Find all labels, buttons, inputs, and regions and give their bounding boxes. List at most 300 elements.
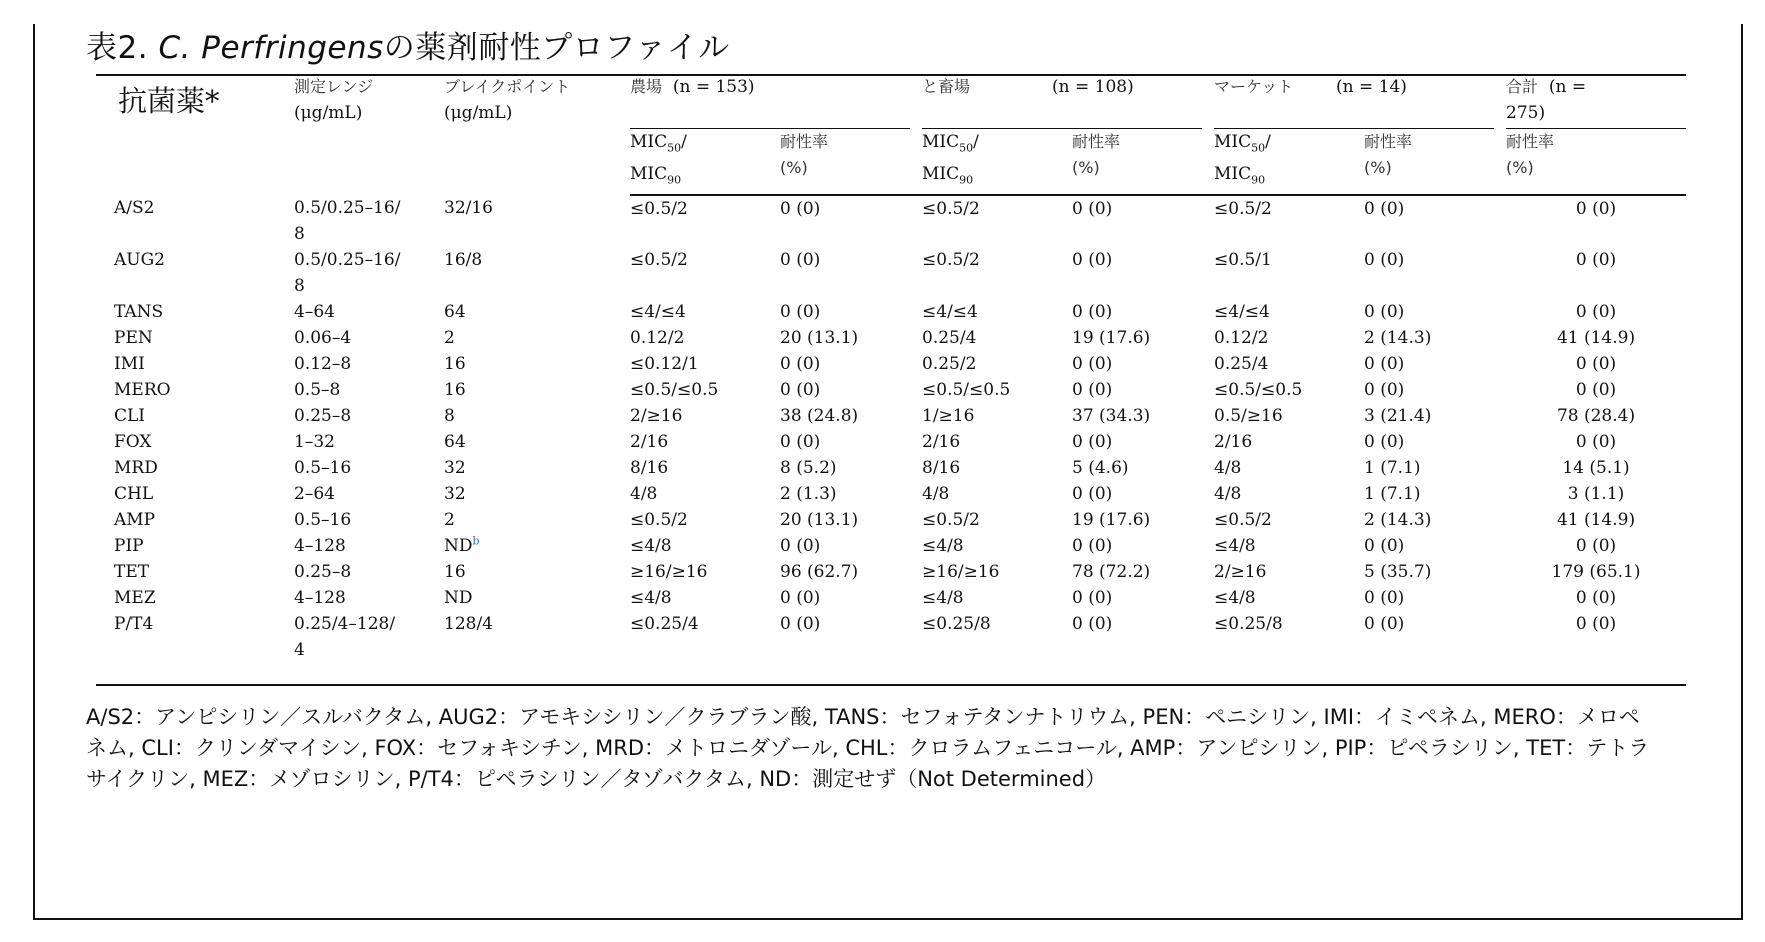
header-slaughter-label: と畜場 [922, 77, 971, 96]
breakpoint-cell [444, 403, 630, 429]
gap-cell [1202, 429, 1214, 455]
header-farm-mic: $MIC_{50}/$ $MIC_{90}$ [630, 129, 780, 195]
footnote-marker[interactable]: b [472, 534, 480, 548]
slaughter-mic-cell-text: ≤4/≤4 [922, 301, 978, 322]
abbreviation-footnote: A/S2：アンピシリン／スルバクタム, AUG2：アモキシシリン／クラブラン酸, TANS：セフォテタンナトリウム, PEN：ペニシリン, IMI：イミペネム, MERO：メロペネム, CLI：クリンダマイシン, FOX：セフォキシチン, MRD：メトロニダゾール, CHL：クロラムフェニコール, AMP：アンピシリン, PIP：ピペラシリン, TET：テトラサイクリン, MEZ：メゾロシリン, P/T4：ピペラシリン／タゾバクタム, ND：測定せず（Not Determined） [86, 705, 1650, 791]
slaughter-mic-cell-text: ≤0.25/8 [922, 613, 991, 634]
range-cell-text: 0.25–8 [294, 405, 352, 426]
farm-mic-cell [630, 585, 780, 611]
table-row [96, 325, 1686, 351]
market-mic-cell [1214, 585, 1364, 611]
slaughter-res-cell [1072, 351, 1202, 377]
total-cell [1506, 481, 1686, 507]
header-sl-res-label: 耐性率 [1072, 132, 1121, 151]
farm-mic-cell [630, 611, 780, 663]
market-mic-cell [1214, 195, 1364, 247]
breakpoint-cell-text: 64 [444, 301, 466, 322]
farm-res-cell [780, 507, 910, 533]
total-cell-text: 0 (0) [1575, 431, 1617, 452]
range-cell [294, 507, 444, 533]
range-cell [294, 195, 444, 247]
gap-cell [910, 507, 922, 533]
drug-cell-text: PIP [114, 535, 144, 556]
slaughter-mic-cell-text: ≤0.5/2 [922, 198, 980, 219]
title-species: C. Perfringens [158, 30, 384, 66]
gap-cell [910, 195, 922, 247]
market-res-cell [1364, 533, 1494, 559]
market-mic-cell [1214, 611, 1364, 663]
market-mic-cell-text: ≤4/8 [1214, 535, 1256, 556]
farm-mic-cell-text: 0.12/2 [630, 327, 685, 348]
table-container [96, 74, 1686, 663]
slaughter-mic-cell-text: 8/16 [922, 457, 961, 478]
market-mic-cell [1214, 481, 1364, 507]
farm-res-cell-text: 0 (0) [780, 431, 821, 452]
slaughter-mic-cell [922, 377, 1072, 403]
slaughter-res-cell-text: 0 (0) [1072, 483, 1113, 504]
total-cell-text: 0 (0) [1575, 353, 1617, 374]
farm-res-cell [780, 455, 910, 481]
range-cell-text: 0.5–16 [294, 509, 352, 530]
slaughter-res-cell-text: 0 (0) [1072, 353, 1113, 374]
header-sl-mic: $MIC_{50}/$ $MIC_{90}$ [922, 129, 1072, 195]
gap-cell [1494, 611, 1506, 663]
slaughter-res-cell [1072, 455, 1202, 481]
range-cell-text: 4–64 [294, 301, 335, 322]
slaughter-res-cell-text: 0 (0) [1072, 301, 1113, 322]
gap-cell [1494, 195, 1506, 247]
table-row [96, 481, 1686, 507]
slaughter-mic-cell-text: 1/≥16 [922, 405, 975, 426]
table-header [96, 74, 1686, 195]
range-cell [294, 559, 444, 585]
drug-cell [96, 481, 294, 507]
slaughter-mic-cell [922, 481, 1072, 507]
market-mic-cell [1214, 377, 1364, 403]
gap-cell [1494, 455, 1506, 481]
range-cell-text: 0.25/4–128/ [294, 613, 396, 634]
market-res-cell [1364, 585, 1494, 611]
total-cell-text: 0 (0) [1575, 535, 1617, 556]
farm-mic-cell [630, 455, 780, 481]
header-sl-res [1072, 129, 1202, 195]
total-cell [1506, 403, 1686, 429]
gap-cell [910, 325, 922, 351]
range-cell [294, 585, 444, 611]
farm-mic-cell-text: ≤0.5/2 [630, 198, 688, 219]
table-row [96, 507, 1686, 533]
farm-mic-cell-text: 2/≥16 [630, 405, 683, 426]
drug-cell [96, 559, 294, 585]
slaughter-mic-cell-text: ≤4/8 [922, 535, 964, 556]
total-cell-text: 0 (0) [1575, 613, 1617, 634]
farm-res-cell-text: 0 (0) [780, 301, 821, 322]
total-cell-text: 0 (0) [1575, 379, 1617, 400]
breakpoint-cell-text: ND [444, 535, 473, 556]
slaughter-mic-cell-text: 0.25/2 [922, 353, 977, 374]
slaughter-res-cell-text: 0 (0) [1072, 431, 1113, 452]
market-mic-cell-text: ≤0.5/2 [1214, 509, 1272, 530]
header-farm-res-pct: (%) [780, 158, 808, 177]
slaughter-res-cell [1072, 377, 1202, 403]
market-res-cell [1364, 455, 1494, 481]
market-res-cell-text: 5 (35.7) [1364, 561, 1432, 582]
range-cell-text: 0.5–16 [294, 457, 352, 478]
market-res-cell [1364, 481, 1494, 507]
market-mic-cell-text: 4/8 [1214, 457, 1242, 478]
farm-mic-cell-text: ≤0.25/4 [630, 613, 699, 634]
market-res-cell [1364, 507, 1494, 533]
farm-mic-cell [630, 481, 780, 507]
range-cell-text: 0.25–8 [294, 561, 352, 582]
gap-cell [910, 559, 922, 585]
farm-res-cell [780, 247, 910, 299]
table-row [96, 611, 1686, 663]
market-res-cell [1364, 559, 1494, 585]
farm-mic-cell [630, 247, 780, 299]
drug-cell [96, 351, 294, 377]
farm-res-cell [780, 325, 910, 351]
gap-cell [910, 455, 922, 481]
breakpoint-cell [444, 429, 630, 455]
header-market [1214, 74, 1494, 129]
drug-cell-text: TET [114, 561, 150, 582]
total-cell [1506, 299, 1686, 325]
breakpoint-cell [444, 481, 630, 507]
breakpoint-cell-text: 16/8 [444, 249, 483, 270]
farm-res-cell-text: 20 (13.1) [780, 509, 859, 530]
market-mic-cell [1214, 325, 1364, 351]
table-bottom-rule [96, 684, 1686, 686]
total-cell-text: 0 (0) [1575, 198, 1617, 219]
range-cell-text: 1–32 [294, 431, 335, 452]
slaughter-mic-cell-text: ≥16/≥16 [922, 561, 1000, 582]
breakpoint-cell-text: 128/4 [444, 613, 493, 634]
market-mic-cell-text: 2/16 [1214, 431, 1253, 452]
header-farm-label: 農場 [630, 77, 663, 96]
slaughter-mic-cell-text: ≤0.5/≤0.5 [922, 379, 1011, 400]
range-cell [294, 611, 444, 663]
slaughter-res-cell [1072, 507, 1202, 533]
slaughter-mic-cell [922, 455, 1072, 481]
total-cell [1506, 429, 1686, 455]
total-cell [1506, 533, 1686, 559]
slaughter-res-cell [1072, 429, 1202, 455]
farm-mic-cell-text: 2/16 [630, 431, 669, 452]
drug-cell [96, 585, 294, 611]
farm-res-cell-text: 20 (13.1) [780, 327, 859, 348]
slaughter-res-cell [1072, 403, 1202, 429]
market-mic-cell-text: 0.5/≥16 [1214, 405, 1283, 426]
breakpoint-cell [444, 533, 630, 559]
gap-cell [1494, 377, 1506, 403]
slaughter-mic-cell [922, 533, 1072, 559]
farm-res-cell [780, 351, 910, 377]
drug-cell-text: P/T4 [114, 613, 154, 634]
total-cell-text: 0 (0) [1575, 249, 1617, 270]
total-cell-text: 0 (0) [1575, 587, 1617, 608]
slaughter-mic-cell [922, 403, 1072, 429]
market-mic-cell-text: 0.12/2 [1214, 327, 1269, 348]
farm-mic-cell [630, 403, 780, 429]
market-res-cell-text: 0 (0) [1364, 249, 1405, 270]
market-res-cell [1364, 377, 1494, 403]
breakpoint-cell [444, 585, 630, 611]
header-farm-res [780, 129, 910, 195]
header-total-res-pct: (%) [1506, 158, 1534, 177]
table-body [96, 195, 1686, 663]
total-cell-text: 41 (14.9) [1556, 509, 1636, 530]
slaughter-mic-cell-text: 4/8 [922, 483, 950, 504]
header-total-res-label: 耐性率 [1506, 132, 1555, 151]
farm-mic-cell [630, 195, 780, 247]
range-cell-continued: 8 [294, 223, 305, 244]
farm-mic-cell-text: ≤4/≤4 [630, 301, 686, 322]
slaughter-res-cell [1072, 481, 1202, 507]
range-cell-continued: 4 [294, 639, 305, 660]
farm-res-cell [780, 533, 910, 559]
slaughter-res-cell-text: 0 (0) [1072, 613, 1113, 634]
market-mic-cell-text: ≤0.5/≤0.5 [1214, 379, 1303, 400]
gap-cell [1202, 585, 1214, 611]
table-row [96, 559, 1686, 585]
farm-res-cell-text: 0 (0) [780, 535, 821, 556]
header-bp-unit: (μg/mL) [444, 103, 513, 123]
slaughter-res-cell [1072, 195, 1202, 247]
drug-cell [96, 299, 294, 325]
range-cell [294, 481, 444, 507]
header-market-n: (n = 14) [1336, 77, 1407, 97]
total-cell [1506, 507, 1686, 533]
header-gap [1494, 74, 1506, 129]
header-farm [630, 74, 910, 129]
farm-res-cell [780, 377, 910, 403]
farm-mic-cell-text: ≤4/8 [630, 587, 672, 608]
range-cell [294, 325, 444, 351]
slaughter-mic-cell [922, 325, 1072, 351]
total-cell-text: 41 (14.9) [1556, 327, 1636, 348]
farm-mic-cell [630, 429, 780, 455]
range-cell [294, 247, 444, 299]
breakpoint-cell [444, 377, 630, 403]
slaughter-res-cell-text: 0 (0) [1072, 249, 1113, 270]
slaughter-res-cell [1072, 533, 1202, 559]
breakpoint-cell [444, 611, 630, 663]
gap-cell [910, 247, 922, 299]
range-cell-text: 0.12–8 [294, 353, 352, 374]
drug-cell-text: MERO [114, 379, 171, 400]
breakpoint-cell-text: ND [444, 587, 473, 608]
header-range [294, 74, 444, 195]
gap-cell [1202, 533, 1214, 559]
drug-cell-text: A/S2 [114, 197, 155, 218]
drug-cell-text: PEN [114, 327, 153, 348]
breakpoint-cell [444, 455, 630, 481]
header-slaughter-n: (n = 108) [1052, 77, 1134, 97]
header-gap [910, 129, 922, 195]
farm-mic-cell [630, 507, 780, 533]
market-res-cell-text: 0 (0) [1364, 613, 1405, 634]
total-cell [1506, 585, 1686, 611]
header-drug: 抗菌薬* [118, 84, 220, 118]
slaughter-mic-cell-text: ≤0.5/2 [922, 249, 980, 270]
market-mic-cell-text: ≤0.5/2 [1214, 198, 1272, 219]
breakpoint-cell [444, 195, 630, 247]
slaughter-res-cell [1072, 325, 1202, 351]
breakpoint-cell-text: 64 [444, 431, 466, 452]
farm-mic-cell [630, 299, 780, 325]
header-gap [1494, 129, 1506, 195]
market-res-cell-text: 0 (0) [1364, 198, 1405, 219]
gap-cell [1494, 247, 1506, 299]
farm-mic-cell [630, 559, 780, 585]
range-cell [294, 377, 444, 403]
gap-cell [1494, 585, 1506, 611]
resistance-table [96, 74, 1686, 663]
header-mk-mic: $MIC_{50}/$ $MIC_{90}$ [1214, 129, 1364, 195]
market-res-cell-text: 0 (0) [1364, 353, 1405, 374]
gap-cell [1494, 351, 1506, 377]
farm-mic-cell [630, 377, 780, 403]
market-res-cell-text: 0 (0) [1364, 431, 1405, 452]
drug-cell [96, 611, 294, 663]
farm-mic-cell-text: ≥16/≥16 [630, 561, 708, 582]
gap-cell [910, 585, 922, 611]
header-total-label: 合計 [1506, 77, 1539, 96]
farm-res-cell-text: 0 (0) [780, 249, 821, 270]
breakpoint-cell-text: 16 [444, 379, 466, 400]
gap-cell [910, 611, 922, 663]
gap-cell [1202, 559, 1214, 585]
slaughter-mic-cell [922, 429, 1072, 455]
total-cell-text: 0 (0) [1575, 301, 1617, 322]
market-mic-cell-text: ≤0.5/1 [1214, 249, 1272, 270]
farm-mic-cell [630, 533, 780, 559]
gap-cell [1202, 507, 1214, 533]
market-mic-cell [1214, 429, 1364, 455]
table-row [96, 351, 1686, 377]
slaughter-res-cell-text: 0 (0) [1072, 198, 1113, 219]
drug-cell [96, 325, 294, 351]
gap-cell [1494, 325, 1506, 351]
breakpoint-cell-text: 32 [444, 457, 466, 478]
farm-res-cell-text: 0 (0) [780, 198, 821, 219]
slaughter-mic-cell-text: 2/16 [922, 431, 961, 452]
header-gap [910, 74, 922, 129]
market-res-cell-text: 0 (0) [1364, 301, 1405, 322]
farm-res-cell-text: 0 (0) [780, 613, 821, 634]
range-cell-text: 0.5/0.25–16/ [294, 249, 401, 270]
market-res-cell-text: 0 (0) [1364, 587, 1405, 608]
gap-cell [910, 481, 922, 507]
breakpoint-cell-text: 32 [444, 483, 466, 504]
header-mk-res-pct: (%) [1364, 158, 1392, 177]
header-mk-res [1364, 129, 1494, 195]
range-cell-text: 0.5/0.25–16/ [294, 197, 401, 218]
gap-cell [910, 533, 922, 559]
gap-cell [1202, 299, 1214, 325]
total-cell [1506, 325, 1686, 351]
breakpoint-cell-text: 16 [444, 561, 466, 582]
slaughter-mic-cell [922, 351, 1072, 377]
farm-mic-cell-text: ≤0.5/2 [630, 249, 688, 270]
total-cell [1506, 455, 1686, 481]
market-mic-cell [1214, 351, 1364, 377]
farm-res-cell [780, 559, 910, 585]
header-gap [1202, 74, 1214, 129]
total-cell-text: 3 (1.1) [1567, 483, 1625, 504]
header-farm-n: (n = 153) [672, 77, 755, 97]
table-row [96, 585, 1686, 611]
table-row [96, 247, 1686, 299]
range-cell-text: 4–128 [294, 535, 346, 556]
gap-cell [910, 403, 922, 429]
slaughter-mic-cell [922, 559, 1072, 585]
farm-res-cell-text: 0 (0) [780, 379, 821, 400]
farm-mic-cell-text: ≤0.5/2 [630, 509, 688, 530]
range-cell-text: 0.06–4 [294, 327, 352, 348]
total-cell-text: 14 (5.1) [1562, 457, 1630, 478]
range-cell [294, 299, 444, 325]
farm-res-cell [780, 403, 910, 429]
gap-cell [1202, 403, 1214, 429]
header-range-unit: (μg/mL) [294, 103, 363, 123]
header-bp-label: ブレイクポイント [444, 77, 571, 96]
gap-cell [1494, 481, 1506, 507]
header-farm-res-label: 耐性率 [780, 132, 829, 151]
drug-cell [96, 507, 294, 533]
header-total-n1: (n = [1548, 77, 1587, 97]
total-cell [1506, 195, 1686, 247]
gap-cell [1202, 377, 1214, 403]
total-cell [1506, 351, 1686, 377]
market-mic-cell [1214, 455, 1364, 481]
market-mic-cell [1214, 299, 1364, 325]
farm-res-cell [780, 299, 910, 325]
market-res-cell-text: 1 (7.1) [1364, 457, 1421, 478]
range-cell-text: 0.5–8 [294, 379, 341, 400]
total-cell [1506, 559, 1686, 585]
drug-cell-text: MEZ [114, 587, 156, 608]
header-mk-res-label: 耐性率 [1364, 132, 1413, 151]
gap-cell [910, 429, 922, 455]
market-mic-cell-text: 0.25/4 [1214, 353, 1269, 374]
market-mic-cell [1214, 507, 1364, 533]
slaughter-mic-cell [922, 299, 1072, 325]
market-mic-cell-text: 2/≥16 [1214, 561, 1267, 582]
slaughter-res-cell-text: 78 (72.2) [1072, 561, 1151, 582]
header-gap [1202, 129, 1214, 195]
gap-cell [1494, 559, 1506, 585]
slaughter-res-cell-text: 19 (17.6) [1072, 327, 1151, 348]
slaughter-res-cell-text: 0 (0) [1072, 535, 1113, 556]
breakpoint-cell [444, 247, 630, 299]
slaughter-res-cell [1072, 611, 1202, 663]
farm-res-cell-text: 8 (5.2) [780, 457, 837, 478]
title-prefix: 表2. [86, 30, 159, 66]
breakpoint-cell [444, 351, 630, 377]
range-cell [294, 455, 444, 481]
total-cell [1506, 611, 1686, 663]
farm-res-cell-text: 38 (24.8) [780, 405, 859, 426]
breakpoint-cell-text: 32/16 [444, 197, 493, 218]
total-cell-text: 179 (65.1) [1551, 561, 1641, 582]
slaughter-mic-cell-text: 0.25/4 [922, 327, 977, 348]
table-row [96, 377, 1686, 403]
slaughter-mic-cell [922, 585, 1072, 611]
slaughter-res-cell-text: 5 (4.6) [1072, 457, 1129, 478]
gap-cell [1202, 351, 1214, 377]
